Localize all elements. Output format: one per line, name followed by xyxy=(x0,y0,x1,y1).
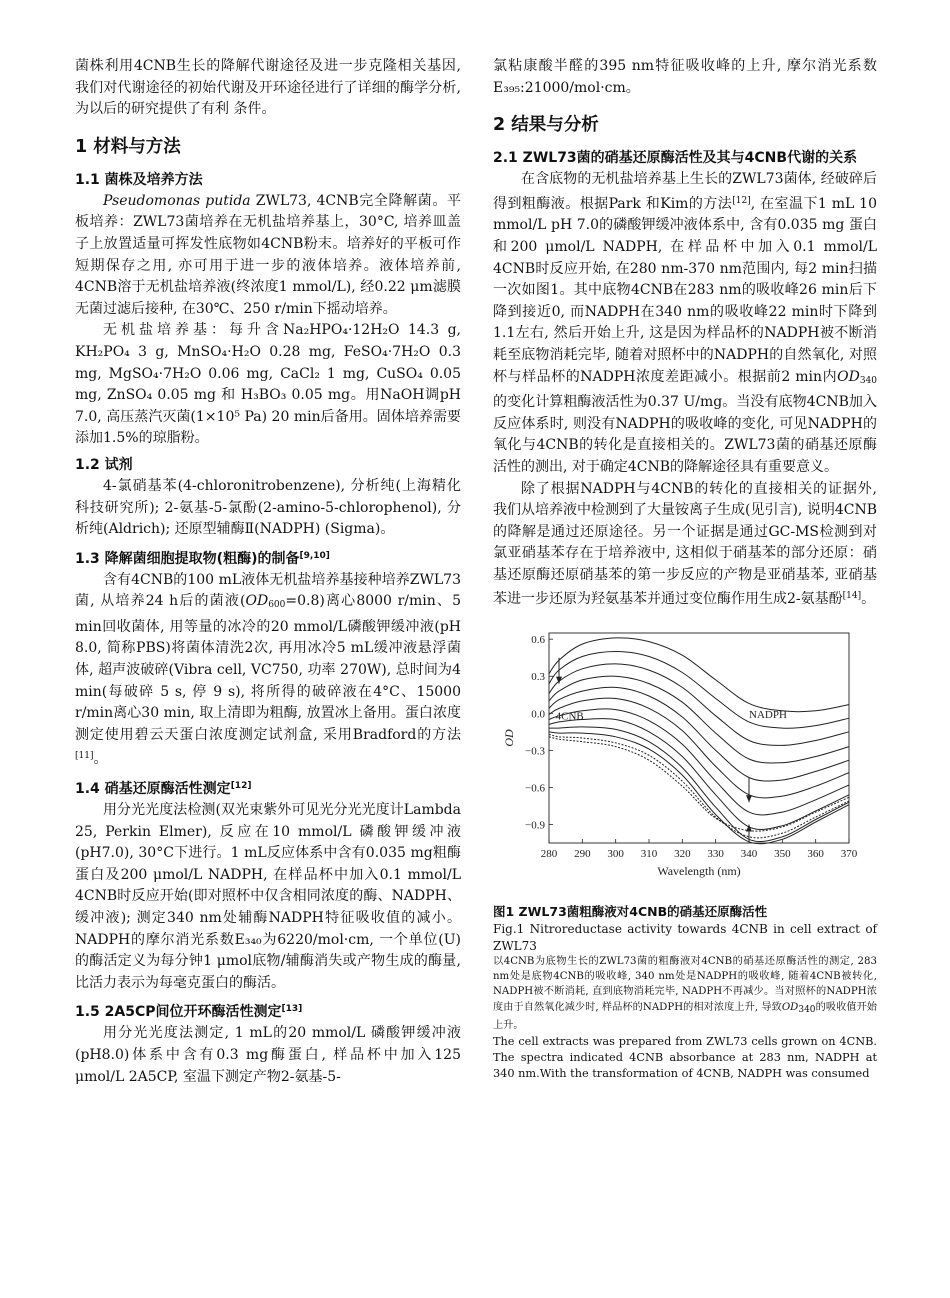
section-1-5-heading xyxy=(75,999,461,1022)
x-tick-label: 370 xyxy=(840,848,858,861)
section-2-1-paragraph-2 xyxy=(493,479,877,612)
y-tick-label: −0.6 xyxy=(525,782,545,795)
spectrum-line xyxy=(549,727,849,842)
x-tick-label: 300 xyxy=(607,848,624,861)
y-tick-label: −0.3 xyxy=(525,745,545,758)
section-1-3-ref: [9,10] xyxy=(299,550,330,561)
section-1-1-text-1: ZWL73, 4CNB完全降解菌。平板培养：ZWL73菌培养在无机盐培养基上，30°C, 培养皿盖子上放置适量可挥发性底物如4CNB粉末。培养好的平板可作短期保存之用, 亦可用于进一步的液体培养。液体培养前, 4CNB溶于无机盐培养液(终浓度1 mmol/L), 经0.22 μm滤膜无菌过滤后接种, 在30℃、250 r/min下摇动培养。 xyxy=(75,192,461,317)
od-subscript: 340 xyxy=(798,1004,816,1015)
x-tick-label: 290 xyxy=(574,848,591,861)
park-kim-ref: [12] xyxy=(732,195,751,206)
y-axis-label: OD xyxy=(502,729,516,747)
section-1-4-ref: [12] xyxy=(230,781,252,792)
bradford-ref: [11] xyxy=(75,751,94,762)
right-column xyxy=(493,56,877,1082)
section-2-1-text-a: 在含底物的无机盐培养基上生长的ZWL73菌体, 经破碎后得到粗酶液。根据Park 和Kim的方法 xyxy=(493,171,877,212)
figure-caption-chinese-text: 以4CNB为底物生长的ZWL73菌的粗酶液对4CNB的硝基还原酶活性的测定, 283 nm处是底物4CNB的吸收峰, 340 nm处是NADPH的吸收峰, 随着4CNB被转化, NADPH被不断消耗, 直到底物消耗完毕, NADPH不再减少。当对照杯的NADPH浓度由于自然氧化减少时, 样品杯的NADPH的相对浓度上升, 导致 xyxy=(493,956,877,1013)
x-tick-label: 340 xyxy=(740,848,758,861)
section-1-3-paragraph xyxy=(75,570,461,771)
y-tick-label: 0.3 xyxy=(531,671,545,684)
figure-1 xyxy=(493,621,877,895)
x-tick-label: 360 xyxy=(807,848,824,861)
annotation-4cnb: 4CNB xyxy=(555,710,584,723)
figure-caption-english-2: The cell extracts was prepared from ZWL73 cells grown on 4CNB. The spectra indicated 4CNB absorbance at 283 nm, NADPH at 340 nm.With the transformation of 4CNB, NADPH was consumed xyxy=(493,1035,877,1081)
section-1-5-paragraph: 用分光光度法测定, 1 mL的20 mmol/L 磷酸钾缓冲液(pH8.0)体系中含有0.3 mg酶蛋白, 样品杯中加入125 μmol/L 2A5CP, 室温下测定产物2-氨基-5- xyxy=(75,1025,461,1085)
od-label: OD xyxy=(837,368,860,385)
section-2-1-paragraph-1 xyxy=(493,169,877,478)
section-2-heading: 2 结果与分析 xyxy=(493,115,599,136)
x-axis-label: Wavelength (nm) xyxy=(657,864,741,879)
section-1-heading: 1 材料与方法 xyxy=(75,136,181,157)
aminophenol-ref: [14] xyxy=(842,591,862,602)
section-1-3-heading xyxy=(75,546,461,569)
od-label: OD xyxy=(781,1001,799,1013)
spectrum-line xyxy=(549,719,849,830)
section-2-1-heading: 2.1 ZWL73菌的硝基还原酶活性及其与4CNB代谢的关系 xyxy=(493,150,858,167)
species-name: Pseudomonas putida xyxy=(103,192,251,209)
section-1-4-paragraph: 用分光光度法检测(双光束紫外可见光分光光度计Lambda 25, Perkin Elmer), 反应在10 mmol/L 磷酸钾缓冲液 (pH7.0), 30°C下进行。1 mL反应体系中含有0.035 mg粗酶蛋白及200 μmol/L NADPH, 在样品杯中加入0.1 mmol/L 4CNB时反应开始(即对照杯中仅含相同浓度的酶、NADPH、缓冲液); 测定340 nm处辅酶NADPH特征吸收值的减小。NADPH的摩尔消光系数E₃₄₀为6220/mol·cm, 一个单位(U)的酶活定义为每分钟1 μmol底物/辅酶消失或产物生成的酶量, 比活力表示为每毫克蛋白的酶活。 xyxy=(75,802,461,991)
section-2-1-end: 。 xyxy=(861,591,876,608)
section-2-1-text-b: , 在室温下1 mL 10 mmol/L pH 7.0的磷酸钾缓冲液体系中, 含有0.035 mg 蛋白和200 μmol/L NADPH, 在样品杯中加入0.1 mmol/L 4CNB时反应开始, 在280 nm-370 nm范围内, 每2 min扫描一次如图1。其中底物4CNB在283 nm的吸收峰26 min后下降到接近0, 而NADPH在340 nm的吸收峰22 min时下降到1.1左右, 然后开始上升, 这是因为样品杯的NADPH被不断消耗至底物消耗完毕, 随着对照杯中的NADPH的自然氧化, 对照杯与样品杯的NADPH浓度差距减小。根据前2 min内 xyxy=(493,195,877,385)
od-subscript: 340 xyxy=(859,375,877,386)
figure-caption-title: 图1 ZWL73菌粗酶液对4CNB的硝基还原酶活性 xyxy=(493,904,768,920)
section-1-5-title: 1.5 2A5CP间位开环酶活性测定 xyxy=(75,1004,282,1021)
section-2-1-text-c: 的变化计算粗酶液活性为0.37 U/mg。当没有底物4CNB加入反应体系时, 则没有NADPH的吸收峰的变化, 可见NADPH的氧化与4CNB的转化是直接相关的。ZWL73菌的硝基还原酶活性的测出, 对于确定4CNB的降解途径具有重要意义。 xyxy=(493,394,877,475)
section-1-2-heading: 1.2 试剂 xyxy=(75,456,133,473)
figure-caption-chinese-end: 的吸收值开始上升。 xyxy=(493,1001,877,1031)
section-1-4-heading xyxy=(75,776,461,799)
section-1-1-heading: 1.1 菌株及培养方法 xyxy=(75,171,203,188)
section-1-4-title: 1.4 硝基还原酶活性测定 xyxy=(75,781,231,798)
section-1-1-paragraph-2: 无机盐培养基：每升含Na₂HPO₄·12H₂O 14.3 g, KH₂PO₄ 3 g, MnSO₄·H₂O 0.28 mg, FeSO₄·7H₂O 0.3 mg, MgSO₄·7H₂O 0.06 mg, CaCl₂ 1 mg, CuSO₄ 0.05 mg, ZnSO₄ 0.05 mg 和 H₃BO₃ 0.05 mg。用NaOH调pH 7.0, 高压蒸汽灭菌(1×10⁵ Pa) 20 min后备用。固体培养需要添加1.5%的琼脂粉。 xyxy=(75,322,461,447)
figure-caption-chinese xyxy=(493,954,877,1033)
figure-caption-english: Fig.1 Nitroreductase activity towards 4CNB in cell extract of ZWL73 xyxy=(493,922,877,953)
section-1-3-end: 。 xyxy=(93,751,108,768)
od-label: OD xyxy=(245,593,269,610)
x-tick-label: 320 xyxy=(674,848,691,861)
intro-paragraph: 菌株利用4CNB生长的降解代谢途径及进一步克隆相关基因, 我们对代谢途径的初始代谢及开环途径进行了详细的酶学分析, 为以后的研究提供了有利 条件。 xyxy=(75,58,461,118)
y-tick-label: 0.6 xyxy=(531,634,545,647)
spectrum-chart xyxy=(493,621,877,895)
section-1-3-text-b: =0.8)离心8000 r/min、5 min回收菌体, 用等量的冰冷的20 mmol/L磷酸钾缓冲液(pH 8.0, 简称PBS)将菌体清洗2次, 再用冰冷5 mL缓冲液悬浮菌体, 超声波破碎(Vibra cell, VC750, 功率 270W), 总时间为4 min(每破碎 5 s, 停 9 s), 将所得的破碎液在4°C、15000 r/min离心30 min, 取上清即为粗酶, 放置冰上备用。蛋白浓度测定使用碧云天蛋白浓度测定试剂盒, 采用Bradford的方法 xyxy=(75,593,461,743)
x-tick-label: 350 xyxy=(774,848,791,861)
section-1-3-title: 1.3 降解菌细胞提取物(粗酶)的制备 xyxy=(75,550,300,567)
left-column xyxy=(75,56,461,1088)
arrow-nadph-down-head xyxy=(746,795,752,802)
x-tick-label: 310 xyxy=(640,848,658,861)
od-subscript: 600 xyxy=(268,600,286,611)
continued-paragraph: 氯粘康酸半醛的395 nm特征吸收峰的上升, 摩尔消光系数E₃₉₅:21000/mol·cm。 xyxy=(493,58,877,96)
section-1-2-paragraph: 4-氯硝基苯(4-chloronitrobenzene), 分析纯(上海精化科技研究所); 2-氨基-5-氯酚(2-amino-5-chlorophenol), 分析纯(Aldrich); 还原型辅酶Ⅱ(NADPH) (Sigma)。 xyxy=(75,477,461,538)
section-1-5-ref: [13] xyxy=(281,1004,303,1015)
section-1-1-paragraph-1 xyxy=(75,191,461,321)
y-tick-label: −0.9 xyxy=(525,819,545,832)
section-1-3-text-a: 含有4CNB的100 mL液体无机盐培养基接种培养ZWL73菌, 从培养24 h后的菌液( xyxy=(75,571,461,610)
spectrum-line xyxy=(549,734,849,838)
section-2-1-text-2: 除了根据NADPH与4CNB的转化的直接相关的证据外, 我们从培养液中检测到了大量铵离子生成(见引言), 说明4CNB的降解是通过还原途径。另一个证据是通过GC-MS检测到对氯亚硝基苯存在于培养液中, 这相似于硝基苯的部分还原：硝基还原酶还原硝基苯的第一步反应的产物是亚硝基苯, 亚硝基苯进一步还原为羟氨基苯并通过变位酶作用生成2-氨基酚 xyxy=(493,480,877,608)
y-tick-label: 0.0 xyxy=(531,708,545,721)
plot-frame xyxy=(549,633,849,843)
spectrum-line xyxy=(549,698,849,798)
annotation-nadph: NADPH xyxy=(749,709,787,722)
x-tick-label: 280 xyxy=(540,848,558,861)
x-tick-label: 330 xyxy=(707,848,724,861)
